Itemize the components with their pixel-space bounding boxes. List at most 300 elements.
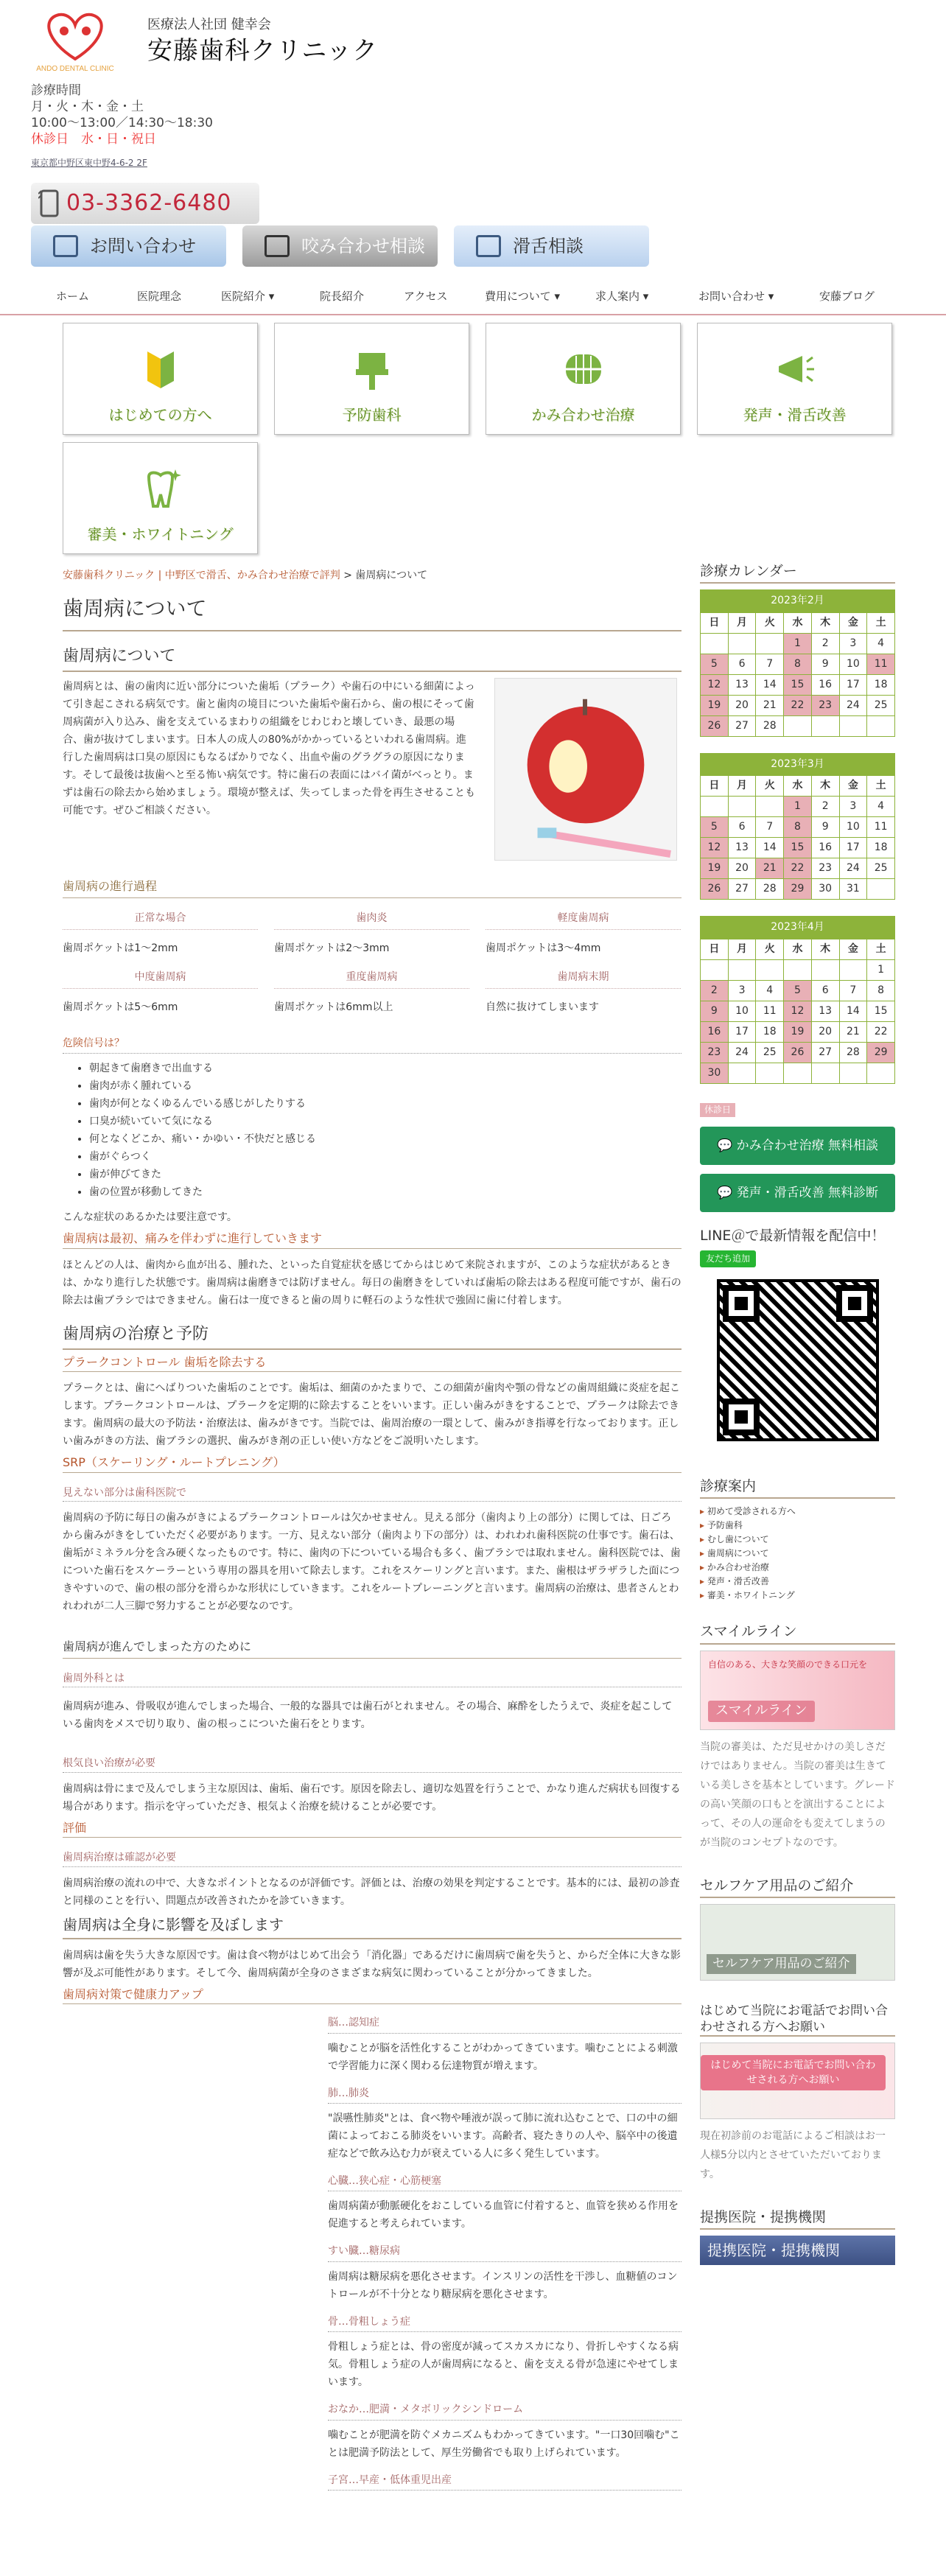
weekday-header: 金 bbox=[839, 612, 867, 633]
main-content bbox=[63, 567, 682, 2491]
tile-label: かみ合わせ治療 bbox=[531, 406, 635, 424]
breadcrumb-current: 歯周病について bbox=[355, 570, 428, 581]
weekday-header: 土 bbox=[867, 612, 895, 633]
calendar-day: 31 bbox=[839, 879, 867, 900]
calendar-day: 30 bbox=[701, 1063, 729, 1083]
silent-heading: 歯周病は最初、痛みを伴わずに進行していきます bbox=[63, 1229, 682, 1249]
silent-text: ほとんどの人は、歯肉から血が出る、腫れた、といった自覚症状を感じてからはじめて来院されますが、このような症状があるときは、かなり進行した状態です。歯周病は歯磨きでは防げません。毎日の歯磨きをしていれば歯垢の除去はある程度可能ですが、歯石の除去は歯ブラシではできません。歯石は一度できると歯の周りに軽石のような性状で強固に歯に付着します。 bbox=[63, 1259, 682, 1306]
selfcare-banner-title: セルフケア用品のご紹介 bbox=[707, 1954, 856, 1974]
calendar-day: 7 bbox=[756, 817, 784, 838]
plaque-text: プラークとは、歯にへばりついた歯垢のことです。歯垢は、細菌のかたまりで、この細菌が歯肉や顎の骨などの歯周組織に炎症を起こします。プラークコントロールは、プラークを定期的に除去することをいいます。正しい歯みがきをすることで、プラークは除去できます。歯周病の最大の予防法・治療法は、歯みがきです。当院では、歯周治療の一環として、歯みがき指導を行なっております。正しい歯みがきの方法、歯ブラシの選択、歯みがき剤の正しい使い方などをご説明いたします。 bbox=[63, 1382, 681, 1448]
bite-free-consult-button[interactable] bbox=[700, 1127, 895, 1165]
weekday-header: 木 bbox=[811, 939, 839, 959]
calendar-day: 16 bbox=[811, 838, 839, 858]
calendar-day: 12 bbox=[701, 838, 729, 858]
list-item: • 歯がぐらつく bbox=[89, 1148, 682, 1166]
calendar-day: 17 bbox=[839, 674, 867, 695]
calendar-day bbox=[701, 959, 729, 980]
calendar-day: 30 bbox=[811, 879, 839, 900]
calendar-month bbox=[700, 589, 895, 736]
check-text: 歯周病治療の流れの中で、大きなポイントとなるのが評価です。評価とは、治療の効果を判定することです。基本的には、最初の診査と同様のことを行い、問題点が改善されたかを診ていきます。 bbox=[63, 1877, 680, 1907]
calendar-day: 8 bbox=[784, 654, 812, 674]
breadcrumb-separator: > bbox=[340, 570, 356, 581]
closed-days: 休診日 水・日・祝日 bbox=[31, 132, 156, 147]
effect-name: 骨…骨粗しょう症 bbox=[328, 2314, 682, 2332]
teeth-icon bbox=[561, 347, 606, 391]
weekday-header: 金 bbox=[839, 776, 867, 797]
effect-text: 骨粗しょう症とは、骨の密度が減ってスカスカになり、骨折しやすくなる病気。骨粗しょう症の人が歯周病になると、歯を支える骨が急速にやせてしまいます。 bbox=[328, 2341, 679, 2389]
hours-time: 10:00〜13:00／14:30〜18:30 bbox=[31, 116, 213, 130]
speech-free-diagnosis-label: 発声・滑舌改善 無料診断 bbox=[736, 1185, 878, 1200]
calendar-day: 9 bbox=[811, 817, 839, 838]
list-item: • 歯肉が何となくゆるんでいる感じがしたりする bbox=[89, 1095, 682, 1113]
calendar-heading: 診療カレンダー bbox=[700, 560, 895, 584]
list-item: • 朝起きて歯磨きで出血する bbox=[89, 1060, 682, 1077]
calendar-day bbox=[867, 879, 895, 900]
menu-link[interactable]: ▸ むし歯について bbox=[700, 1533, 895, 1547]
page-title: 歯周病について bbox=[63, 592, 682, 631]
menu-link[interactable]: ▸ 予防歯科 bbox=[700, 1519, 895, 1533]
calendar-day bbox=[839, 1063, 867, 1083]
calendar-day: 28 bbox=[756, 715, 784, 736]
list-item: • 口臭が続いていて気になる bbox=[89, 1113, 682, 1130]
calendar-day: 2 bbox=[701, 980, 729, 1001]
calendar-day: 26 bbox=[701, 715, 729, 736]
calendar-day: 19 bbox=[701, 858, 729, 879]
calendar-day: 23 bbox=[701, 1042, 729, 1063]
global-nav bbox=[0, 280, 946, 315]
weekday-header: 水 bbox=[784, 939, 812, 959]
calendar-day: 2 bbox=[811, 633, 839, 654]
treatment-menu bbox=[700, 1505, 895, 1603]
first-call-heading: はじめて当院にお電話でお問い合わせされる方へお願い bbox=[700, 2003, 895, 2037]
calendar-day: 12 bbox=[701, 674, 729, 695]
list-item: • 歯が伸びてきた bbox=[89, 1166, 682, 1183]
stage-value: 自然に抜けてしまいます bbox=[486, 1001, 599, 1014]
calendar-day bbox=[811, 1063, 839, 1083]
svg-text:ANDO DENTAL CLINIC: ANDO DENTAL CLINIC bbox=[36, 65, 114, 73]
bite-consult-button[interactable] bbox=[242, 225, 438, 267]
speech-free-diagnosis-button[interactable] bbox=[700, 1174, 895, 1212]
menu-link[interactable]: ▸ 初めて受診される方へ bbox=[700, 1505, 895, 1519]
stage-name: 歯周病末期 bbox=[486, 969, 681, 989]
calendar-day bbox=[756, 797, 784, 817]
mobile-icon bbox=[264, 235, 290, 257]
calendar-day: 18 bbox=[756, 1021, 784, 1042]
calendar-day: 27 bbox=[728, 715, 756, 736]
partner-heading: 提携医院・提携機関 bbox=[700, 2206, 895, 2230]
srp-text: 歯周病の予防に毎日の歯みがきによるプラークコントロールは欠かせません。見える部分（歯肉より上の部分）に関しては、日ごろから歯みがきをしていただく必要があります。一方、見えない部分（歯肉より下の部分）は、われわれ歯科医院の仕事です。歯石は、歯垢がミネラル分を含み硬くなったものです。特に、歯肉の下についている場合も多く、歯ブラシでは取れません。歯科医院では、歯についた歯石をスケーラーという専用の器具を用いて除去します。これをスケーリングと言います。また、歯根はザラザラした面につきやすいので、歯の根の部分を滑らかな形状にしていきます。これをルートプレーニングと言います。歯周病の治療は、患者さんとわれわれが二人三脚で努力することが必要なのです。 bbox=[63, 1512, 681, 1613]
calendar-day: 29 bbox=[784, 879, 812, 900]
calendar-day: 4 bbox=[867, 633, 895, 654]
weekday-header: 火 bbox=[756, 939, 784, 959]
calendar-day bbox=[701, 633, 729, 654]
smile-heading: スマイルライン bbox=[700, 1620, 895, 1644]
calendar-day bbox=[756, 959, 784, 980]
tile-speech[interactable] bbox=[697, 323, 892, 435]
weekday-header: 木 bbox=[811, 776, 839, 797]
bite-free-consult-label: かみ合わせ治療 無料相談 bbox=[736, 1138, 878, 1153]
speech-consult-label: 滑舌相談 bbox=[513, 235, 584, 256]
smileline-banner-sub: 自信のある、大きな笑顔のできる口元を bbox=[708, 1659, 868, 1670]
weekday-header: 木 bbox=[811, 612, 839, 633]
phone-icon bbox=[38, 189, 60, 217]
surgery-heading: 歯周外科とは bbox=[63, 1670, 682, 1687]
surgery-text: 歯周病が進み、骨吸収が進んでしまった場合、一般的な器具では歯石がとれません。その場合、麻酔をしたうえで、炎症を起こしている歯肉をメスで切り取り、歯の根っこについた歯石をとります。 bbox=[63, 1701, 673, 1731]
tile-first-visit[interactable] bbox=[63, 323, 258, 435]
effect-name: 子宮…早産・低体重児出産 bbox=[328, 2472, 682, 2491]
weekday-header: 火 bbox=[756, 612, 784, 633]
calendar-day: 21 bbox=[839, 1021, 867, 1042]
calendar-day: 13 bbox=[728, 674, 756, 695]
hours-label: 診療時間 bbox=[31, 83, 81, 98]
weekday-header: 土 bbox=[867, 939, 895, 959]
site-header bbox=[0, 0, 946, 216]
stage-name: 中度歯周病 bbox=[63, 969, 258, 989]
first-call-note: 現在初診前のお電話によるご相談はお一人様5分以内とさせていただいております。 bbox=[700, 2129, 886, 2180]
calendar-day bbox=[728, 1063, 756, 1083]
calendar-day: 28 bbox=[756, 879, 784, 900]
calendar-day: 6 bbox=[728, 817, 756, 838]
calendar-day: 20 bbox=[811, 1021, 839, 1042]
calendar-day: 5 bbox=[784, 980, 812, 1001]
calendar-day bbox=[784, 715, 812, 736]
weekday-header: 月 bbox=[728, 776, 756, 797]
calendar-day bbox=[784, 959, 812, 980]
calendar-day: 27 bbox=[811, 1042, 839, 1063]
nav-philosophy[interactable]: 医院理念 bbox=[137, 290, 182, 303]
calendar-day: 29 bbox=[867, 1042, 895, 1063]
calendar-day: 15 bbox=[867, 1001, 895, 1021]
stage-value: 歯周ポケットは1〜2mm bbox=[63, 942, 178, 955]
calendar-day: 20 bbox=[728, 695, 756, 715]
clinic-name[interactable]: 安藤歯科クリニック bbox=[147, 36, 378, 66]
phone-number[interactable]: 03-3362-6480 bbox=[66, 190, 232, 216]
eval-heading: 評価 bbox=[63, 1819, 682, 1838]
menu-link[interactable]: ▸ 発声・滑舌改善 bbox=[700, 1575, 895, 1589]
first-call-banner[interactable] bbox=[700, 2043, 895, 2119]
srp-heading: SRP（スケーリング・ルートプレニング） bbox=[63, 1453, 682, 1473]
nav-about[interactable]: 医院紹介 ▾ bbox=[221, 290, 275, 303]
weekday-header: 金 bbox=[839, 939, 867, 959]
calendar-day: 21 bbox=[756, 695, 784, 715]
calendar-day bbox=[867, 715, 895, 736]
calendar-day: 11 bbox=[867, 817, 895, 838]
calendar-day bbox=[839, 959, 867, 980]
calendar-day: 25 bbox=[867, 858, 895, 879]
nav-contact[interactable]: お問い合わせ ▾ bbox=[698, 290, 774, 303]
clinic-logo[interactable] bbox=[31, 7, 119, 74]
stage-name: 軽度歯周病 bbox=[486, 910, 681, 930]
partner-banner[interactable]: 提携医院・提携機関 bbox=[700, 2236, 895, 2265]
calendar-title: 2023年4月 bbox=[700, 916, 895, 938]
effect-name: 脳…認知症 bbox=[328, 2015, 682, 2033]
effect-name: すい臓…糖尿病 bbox=[328, 2243, 682, 2261]
intro-text: 歯周病とは、歯の歯肉に近い部分についた歯垢（プラーク）や歯石の中にいる細菌によって引き起こされる病気です。歯と歯肉の境目についた歯垢や歯石から、歯の根にそって歯周病菌が入り込み、歯を支えているまわりの組織をじわじわと壊していき、最悪の場合、歯が抜けてしまいます。日本人の成人の80%がかかっているといわれる歯周病。進行した歯周病は口臭の原因にもなるばかりでなく、出血や歯のグラグラの原因になります。そして最後は抜歯へと至る怖い病気です。特に歯石の表面にはバイ菌がべっとり。まずは歯石の除去から始めましょう。環境が整えば、失ってしまった骨を再生させることも可能です。ぜひご相談ください。 bbox=[63, 681, 475, 817]
effect-text: 歯周病菌が動脈硬化をおこしている血管に付着すると、血管を狭める作用を促進すると考えられています。 bbox=[328, 2200, 679, 2230]
calendar-day: 27 bbox=[728, 879, 756, 900]
calendar-day: 11 bbox=[867, 654, 895, 674]
calendar-day bbox=[728, 959, 756, 980]
calendar-day: 23 bbox=[811, 695, 839, 715]
effect-text: 歯周病は糖尿病を悪化させます。インスリンの活性を干渉し、血糖値のコントロールが不十分となり糖尿病を悪化させます。 bbox=[328, 2270, 678, 2300]
treatment-heading: 歯周病の治療と予防 bbox=[63, 1321, 682, 1350]
progress-heading: 歯周病の進行過程 bbox=[63, 877, 682, 898]
selfcare-banner[interactable] bbox=[700, 1904, 895, 1981]
calendar-day: 14 bbox=[839, 1001, 867, 1021]
calendar-day: 14 bbox=[756, 674, 784, 695]
list-item: • 歯肉が赤く腫れている bbox=[89, 1077, 682, 1095]
body-heading: 歯周病は全身に影響を及ぼします bbox=[63, 1913, 682, 1939]
menu-link[interactable]: ▸ かみ合わせ治療 bbox=[700, 1561, 895, 1575]
effect-name: 心臓…狭心症・心筋梗塞 bbox=[328, 2173, 682, 2191]
speech-consult-button[interactable] bbox=[454, 225, 649, 267]
calendar-day: 3 bbox=[839, 797, 867, 817]
toothbrush-icon bbox=[350, 347, 394, 391]
calendar-day: 2 bbox=[811, 797, 839, 817]
sidebar bbox=[700, 560, 895, 2265]
breadcrumb-home[interactable]: 安藤歯科クリニック | 中野区で滑舌、かみ合わせ治療で評判 bbox=[63, 570, 340, 581]
calendar-day: 24 bbox=[728, 1042, 756, 1063]
list-item: • 何となくどこか、痛い・かゆい・不快だと感じる bbox=[89, 1130, 682, 1148]
hours-block bbox=[31, 83, 213, 147]
stage-item bbox=[274, 910, 469, 957]
list-item: • 歯の位置が移動してきた bbox=[89, 1183, 682, 1201]
calendar-day: 8 bbox=[867, 980, 895, 1001]
mail-icon bbox=[53, 235, 78, 257]
calendar-day: 4 bbox=[756, 980, 784, 1001]
calendar-day: 19 bbox=[701, 695, 729, 715]
calendar-day: 13 bbox=[811, 1001, 839, 1021]
weekday-header: 日 bbox=[701, 612, 729, 633]
danger-list bbox=[89, 1060, 682, 1201]
calendar-day: 26 bbox=[701, 879, 729, 900]
patience-heading: 根気良い治療が必要 bbox=[63, 1755, 682, 1772]
calendar-day: 25 bbox=[756, 1042, 784, 1063]
tile-label: 審美・ホワイトニング bbox=[87, 525, 234, 543]
calendar-day: 19 bbox=[784, 1021, 812, 1042]
calendar-day: 5 bbox=[701, 817, 729, 838]
calendar-day: 22 bbox=[784, 695, 812, 715]
calendar-day: 9 bbox=[701, 1001, 729, 1021]
chat-bubble-icon: 💬 bbox=[717, 1185, 737, 1200]
menu-link[interactable]: ▸ 審美・ホワイトニング bbox=[700, 1589, 895, 1603]
effect-name: 肺…肺炎 bbox=[328, 2085, 682, 2104]
cta-buttons bbox=[31, 225, 649, 267]
calendar-day: 8 bbox=[784, 817, 812, 838]
nav-director[interactable]: 院長紹介 bbox=[320, 290, 365, 303]
stage-item bbox=[63, 910, 258, 957]
weekday-header: 日 bbox=[701, 939, 729, 959]
calendar-day: 10 bbox=[839, 654, 867, 674]
line-heading: LINE＠で最新情報を配信中！ bbox=[700, 1227, 886, 1244]
calendar-day bbox=[728, 633, 756, 654]
tile-label: 予防歯科 bbox=[342, 406, 402, 424]
calendar-day: 25 bbox=[867, 695, 895, 715]
calendar-day bbox=[839, 715, 867, 736]
nav-access[interactable]: アクセス bbox=[404, 290, 448, 303]
effects-list bbox=[328, 2015, 682, 2491]
calendar-day: 23 bbox=[811, 858, 839, 879]
care-heading: セルフケア用品のご紹介 bbox=[700, 1875, 895, 1898]
calendar-day: 14 bbox=[756, 838, 784, 858]
apple-image bbox=[494, 678, 677, 861]
calendar-day: 26 bbox=[784, 1042, 812, 1063]
calendar-day: 24 bbox=[839, 858, 867, 879]
calendar-day: 15 bbox=[784, 838, 812, 858]
stage-item bbox=[274, 969, 469, 1016]
megaphone-icon bbox=[773, 347, 817, 391]
calendar-day: 17 bbox=[728, 1021, 756, 1042]
calendar-day: 7 bbox=[839, 980, 867, 1001]
tile-whitening[interactable] bbox=[63, 442, 258, 554]
health-heading: 歯周病対策で健康力アップ bbox=[63, 1985, 682, 2005]
chat-bubble-icon: 💬 bbox=[717, 1138, 737, 1153]
calendar-day: 6 bbox=[811, 980, 839, 1001]
contact-button-label: お問い合わせ bbox=[90, 235, 196, 256]
weekday-header: 水 bbox=[784, 776, 812, 797]
calendar-day: 22 bbox=[867, 1021, 895, 1042]
calendar-day: 11 bbox=[756, 1001, 784, 1021]
calendar-day: 21 bbox=[756, 858, 784, 879]
nav-recruit[interactable]: 求人案内 ▾ bbox=[595, 290, 649, 303]
calendar-day bbox=[756, 1063, 784, 1083]
check-heading: 歯周病治療は確認が必要 bbox=[63, 1849, 682, 1866]
nav-home[interactable]: ホーム bbox=[56, 290, 90, 303]
address-link[interactable]: 東京都中野区東中野4-6-2 2F bbox=[31, 158, 147, 168]
calendar-day bbox=[756, 633, 784, 654]
calendar-day: 28 bbox=[839, 1042, 867, 1063]
weekday-header: 土 bbox=[867, 776, 895, 797]
patience-text: 歯周病は骨にまで及んでしまう主な原因は、歯垢、歯石です。原因を除去し、適切な処置を行うことで、かなり進んだ病状も回復する場合があります。指示を守っていただき、根気よく治療を続けることが必要です。 bbox=[63, 1782, 681, 1813]
calendar-day: 15 bbox=[784, 674, 812, 695]
weekday-header: 月 bbox=[728, 612, 756, 633]
calendar-day: 9 bbox=[811, 654, 839, 674]
calendar-day bbox=[784, 1063, 812, 1083]
effect-text: "誤嚥性肺炎"とは、食べ物や唾液が誤って肺に流れ込むことで、口の中の細菌によっておこる肺炎をいいます。高齢者、寝たきりの人や、脳卒中の後遺症などで飲み込む力が衰えている人に多く発生しています。 bbox=[328, 2113, 678, 2160]
bite-consult-label: 咬み合わせ相談 bbox=[301, 235, 425, 256]
stage-value: 歯周ポケットは5〜6mm bbox=[63, 1001, 178, 1014]
intro-section bbox=[63, 678, 682, 861]
calendar-day bbox=[701, 797, 729, 817]
calendar-day: 12 bbox=[784, 1001, 812, 1021]
calendar-day: 6 bbox=[728, 654, 756, 674]
calendar-day: 1 bbox=[784, 797, 812, 817]
tile-label: はじめての方へ bbox=[108, 406, 212, 424]
nav-fees[interactable]: 費用について ▾ bbox=[485, 290, 560, 303]
weekday-header: 水 bbox=[784, 612, 812, 633]
menu-heading: 診療案内 bbox=[700, 1475, 895, 1499]
calendar-day bbox=[811, 715, 839, 736]
stage-value: 歯周ポケットは6mm以上 bbox=[274, 1001, 393, 1014]
calendar-day: 4 bbox=[867, 797, 895, 817]
calendar-day: 16 bbox=[701, 1021, 729, 1042]
qr-marker bbox=[723, 1285, 760, 1322]
stage-name: 歯肉炎 bbox=[274, 910, 469, 930]
weekday-header: 火 bbox=[756, 776, 784, 797]
line-qr-code[interactable] bbox=[717, 1279, 879, 1441]
calendar-month bbox=[700, 916, 895, 1083]
danger-note: こんな症状のあるかたは要注意です。 bbox=[63, 1211, 237, 1223]
weekday-header: 月 bbox=[728, 939, 756, 959]
stage-value: 歯周ポケットは2〜3mm bbox=[274, 942, 390, 955]
calendar-list bbox=[700, 589, 895, 1083]
calendar-day: 16 bbox=[811, 674, 839, 695]
qr-marker bbox=[836, 1285, 873, 1322]
first-call-banner-title: はじめて当院にお電話でお問い合わせされる方へお願い bbox=[701, 2055, 886, 2090]
calendar-day: 24 bbox=[839, 695, 867, 715]
phone-banner[interactable] bbox=[31, 183, 259, 224]
sparkle-tooth-icon bbox=[139, 466, 183, 511]
calendar-month bbox=[700, 753, 895, 900]
tile-bite[interactable] bbox=[486, 323, 681, 435]
stage-item bbox=[63, 969, 258, 1016]
calendar-day: 3 bbox=[839, 633, 867, 654]
organization-name: 医療法人社団 健幸会 bbox=[147, 17, 271, 32]
stage-name: 重度歯周病 bbox=[274, 969, 469, 989]
calendar-day: 10 bbox=[728, 1001, 756, 1021]
smile-note: 当院の審美は、ただ見せかけの美しさだけではありません。当院の審美は生きている美しさを基本としています。グレードの高い笑顔の口もとを演出することによって、その人の運命をも変えてしまうのが当院のコンセプトなのです。 bbox=[700, 1740, 895, 1849]
nav-blog[interactable]: 安藤ブログ bbox=[819, 290, 875, 303]
stage-value: 歯周ポケットは3〜4mm bbox=[486, 942, 601, 955]
holiday-legend: 休診日 bbox=[700, 1103, 735, 1117]
weekday-header: 日 bbox=[701, 776, 729, 797]
beginner-mark-icon bbox=[139, 347, 183, 391]
tile-label: 発声・滑舌改善 bbox=[743, 406, 847, 424]
advanced-heading: 歯周病が進んでしまった方のために bbox=[63, 1637, 682, 1659]
calendar-day: 18 bbox=[867, 838, 895, 858]
chat-icon bbox=[476, 235, 501, 257]
stage-item bbox=[486, 969, 681, 1016]
calendar-day: 13 bbox=[728, 838, 756, 858]
stage-name: 正常な場合 bbox=[63, 910, 258, 930]
calendar-title: 2023年2月 bbox=[700, 589, 895, 612]
tile-prevention[interactable] bbox=[274, 323, 469, 435]
plaque-heading: プラークコントロール 歯垢を除去する bbox=[63, 1353, 682, 1373]
effect-name: おなか…肥満・メタボリックシンドローム bbox=[328, 2401, 682, 2420]
calendar-day: 17 bbox=[839, 838, 867, 858]
calendar-day: 7 bbox=[756, 654, 784, 674]
menu-link[interactable]: ▸ 歯周病について bbox=[700, 1547, 895, 1561]
calendar-day: 1 bbox=[867, 959, 895, 980]
effect-text: 噛むことが脳を活性化することがわかってきています。噛むことによる刺激で学習能力に深く関わる伝達物質が増えます。 bbox=[328, 2042, 678, 2072]
calendar-day: 1 bbox=[784, 633, 812, 654]
body-text: 歯周病は歯を失う大きな原因です。歯は食べ物がはじめて出会う「消化器」であるだけに歯周病で歯を失うと、からだ全体に大きな影響が及ぶ可能性があります。そして今、歯周病菌が全身のさまざまな病気に関わっていることが分かってきました。 bbox=[63, 1949, 681, 1979]
intro-heading: 歯周病について bbox=[63, 643, 682, 672]
calendar-day: 18 bbox=[867, 674, 895, 695]
calendar-title: 2023年3月 bbox=[700, 753, 895, 775]
breadcrumb bbox=[63, 567, 682, 584]
stage-item bbox=[486, 910, 681, 957]
progress-stages bbox=[63, 910, 682, 1016]
calendar-day bbox=[728, 797, 756, 817]
calendar-day bbox=[811, 959, 839, 980]
srp-subheading: 見えない部分は歯科医院で bbox=[63, 1485, 682, 1502]
calendar-day: 22 bbox=[784, 858, 812, 879]
calendar-day: 20 bbox=[728, 858, 756, 879]
calendar-day: 5 bbox=[701, 654, 729, 674]
qr-marker bbox=[723, 1399, 760, 1435]
calendar-day: 3 bbox=[728, 980, 756, 1001]
danger-heading: 危険信号は？ bbox=[63, 1035, 682, 1054]
hours-days: 月・火・木・金・土 bbox=[31, 99, 144, 114]
calendar-day bbox=[867, 1063, 895, 1083]
add-friend-button[interactable]: 友だち追加 bbox=[700, 1250, 756, 1267]
smileline-banner[interactable] bbox=[700, 1651, 895, 1730]
smileline-banner-title: スマイルライン bbox=[708, 1701, 815, 1722]
calendar-day: 10 bbox=[839, 817, 867, 838]
contact-button[interactable] bbox=[31, 225, 226, 267]
